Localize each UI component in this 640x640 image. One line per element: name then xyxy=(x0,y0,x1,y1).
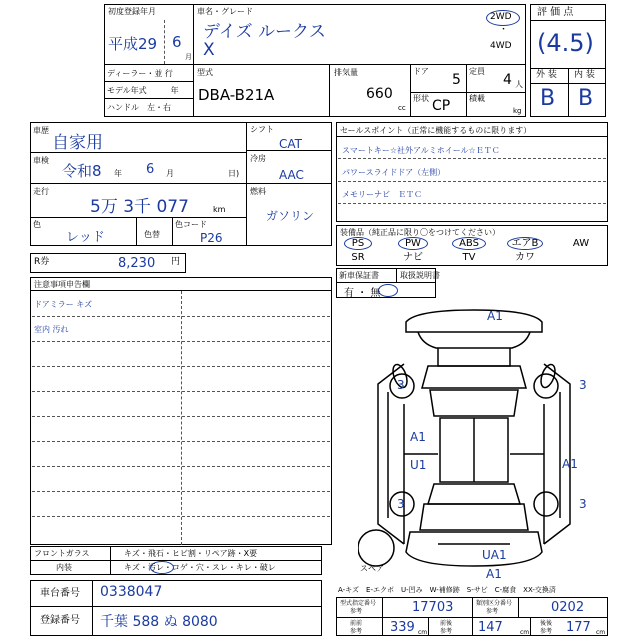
equip-abs: ABS xyxy=(459,238,479,249)
history-value: 自家用 xyxy=(52,133,103,153)
handle-label: ハンドル 左・右 xyxy=(107,103,171,112)
capacity-unit: 人 xyxy=(515,80,523,89)
interior-value: B xyxy=(578,86,594,111)
drive-2wd: 2WD xyxy=(490,12,512,22)
equip-airbag: エアB xyxy=(511,238,539,249)
equip-ps: PS xyxy=(351,238,365,249)
fuel-value: ガソリン xyxy=(266,209,315,223)
dmg-left-door-a: A1 xyxy=(410,430,426,444)
door-value: 5 xyxy=(452,72,461,88)
front-glass-value: キズ・飛石・ヒビ割・リペア跡・X要 xyxy=(124,549,258,558)
model-spec-value: 17703 xyxy=(412,600,454,615)
interior-label: 内 装 xyxy=(574,70,595,80)
drive-dot: ・ xyxy=(499,25,509,35)
model-year-label: モデル年式 年 xyxy=(107,86,179,95)
recycle-box xyxy=(30,253,186,273)
rear-rear-label: 後後 xyxy=(540,620,553,627)
equip-aw: AW xyxy=(572,238,590,249)
score-label: 評 価 点 xyxy=(537,7,574,18)
color-label: 色 xyxy=(33,220,41,229)
history-label: 車歴 xyxy=(33,126,49,135)
dmg-rear-bottom: A1 xyxy=(486,567,502,581)
dmg-right-rear-wheel: 3 xyxy=(579,497,587,511)
shape-value: CP xyxy=(432,98,451,114)
dmg-right-door: A1 xyxy=(562,457,578,471)
capacity-value: 4 xyxy=(503,72,512,88)
warranty-value: 有 ・ 無 xyxy=(344,288,381,299)
plate-label: 登録番号 xyxy=(40,615,80,626)
color-value: レッド xyxy=(66,230,105,245)
rear-rear-ref: 参考 xyxy=(540,628,553,635)
equip-pw: PW xyxy=(405,238,421,249)
color-code-value: P26 xyxy=(200,231,223,245)
plate-value: 千葉 588 ぬ 8080 xyxy=(100,614,218,630)
exterior-value: B xyxy=(540,86,556,111)
dmg-rear-bumper: UA1 xyxy=(482,548,507,562)
dmg-left-rear-wheel: 3 xyxy=(397,497,405,511)
notes-label: 注意事項申告欄 xyxy=(34,280,90,289)
front-front-label: 前前 xyxy=(350,620,363,627)
front-glass-label: フロントガラス xyxy=(34,549,90,558)
warranty-label: 新車保証書 xyxy=(339,271,379,280)
inspection-value: 令和8 xyxy=(62,162,102,180)
month-unit: 月 xyxy=(185,53,192,61)
capacity-label: 定員 xyxy=(469,67,485,76)
front-front-value: 339 xyxy=(390,620,415,635)
front-rear-label: 前後 xyxy=(440,620,453,627)
interior-cond-value: キズ・汚レ・コゲ・穴・スレ・キレ・破レ xyxy=(124,563,276,572)
equip-tv: TV xyxy=(462,252,476,263)
front-rear-ref: 参考 xyxy=(440,628,453,635)
class-label: 類別区分番号 xyxy=(476,600,513,607)
recycle-label: R券 xyxy=(34,257,50,267)
shift-value: CAT xyxy=(279,137,302,151)
car-name: デイズ ルークス xyxy=(203,22,326,42)
drive-4wd: 4WD xyxy=(490,41,512,51)
model-spec-label: 型式指定番号 xyxy=(340,600,377,607)
chassis-value: 0338047 xyxy=(100,584,163,600)
car-grade: X xyxy=(203,40,215,60)
dmg-left-front-wheel: 3 xyxy=(397,378,405,392)
month-unit-2: 月 xyxy=(166,169,174,178)
shape-label: 形状 xyxy=(413,94,429,103)
model-spec-ref: 参考 xyxy=(350,608,363,615)
equip-leather: カワ xyxy=(515,252,535,263)
front-rear-value: 147 xyxy=(478,620,503,635)
rear-rear-cm: cm xyxy=(596,629,606,636)
equip-sr: SR xyxy=(351,252,365,263)
mileage-value: 5万 3千 077 xyxy=(90,197,189,217)
equip-navi: ナビ xyxy=(403,252,423,263)
front-rear-cm: cm xyxy=(520,629,530,636)
car-diagram xyxy=(358,304,590,589)
kg-unit: kg xyxy=(513,107,522,115)
damage-legend: A-キズ E-エクボ U-凹み W-補修跡 S-サビ C-腐食 XX-交換済 xyxy=(338,586,556,594)
shift-label: シフト xyxy=(250,125,274,134)
sales-label: セールスポイント（正常に機能するものに限ります） xyxy=(340,126,532,135)
front-front-cm: cm xyxy=(418,629,428,636)
inspection-label: 車検 xyxy=(33,156,49,165)
cc-unit: cc xyxy=(398,104,406,112)
dmg-right-front-wheel: 3 xyxy=(579,378,587,392)
type-label: 型式 xyxy=(197,68,213,77)
class-value: 0202 xyxy=(551,600,585,615)
equipment-label: 装備品（純正品に限り〇をつけてください） xyxy=(340,228,500,237)
ac-value: AAC xyxy=(279,168,304,182)
sales-line-2: パワースライドドア（左側） xyxy=(342,168,446,177)
manual-label: 取扱説明書 xyxy=(400,271,440,280)
recycle-unit: 円 xyxy=(171,257,181,267)
displacement-label: 排気量 xyxy=(334,68,358,77)
door-label: ドア xyxy=(413,67,429,76)
note-line-2: 室内 汚れ xyxy=(34,325,69,334)
score-value: (4.5) xyxy=(537,29,594,57)
fuel-label: 燃料 xyxy=(250,187,266,196)
chassis-label: 車台番号 xyxy=(40,588,80,599)
dmg-left-door-u: U1 xyxy=(410,458,427,472)
rear-rear-value: 177 xyxy=(566,620,591,635)
name-grade-label: 車名・グレード xyxy=(197,7,253,16)
year-unit: 年 xyxy=(114,169,122,178)
ac-label: 冷房 xyxy=(250,154,266,163)
dmg-front-top: A1 xyxy=(487,309,503,323)
spare-label: スペア xyxy=(360,564,384,573)
interior-cond-label: 内装 xyxy=(56,563,72,572)
exterior-label: 外 装 xyxy=(536,70,557,80)
mileage-label: 走行 xyxy=(33,187,49,196)
day-unit: 日) xyxy=(228,169,240,178)
km-unit: km xyxy=(213,205,226,214)
inspection-month: 6 xyxy=(146,162,155,177)
first-reg-era: 平成29 xyxy=(108,35,158,53)
color-code-label: 色コード xyxy=(175,220,207,229)
dealer-label: ディーラー・並 行 xyxy=(107,69,173,78)
color-change-label: 色替 xyxy=(144,230,160,239)
load-label: 積載 xyxy=(469,94,485,103)
note-line-1: ドアミラー キズ xyxy=(34,300,93,309)
recycle-value: 8,230 xyxy=(118,256,156,271)
sales-line-1: スマートキー☆社外アルミホイール☆ＥＴＣ xyxy=(342,146,500,155)
sales-line-3: メモリーナビ ＥＴＣ xyxy=(342,190,422,199)
front-front-ref: 参考 xyxy=(350,628,363,635)
first-reg-label: 初度登録年月 xyxy=(108,7,156,16)
displacement-value: 660 xyxy=(366,86,393,102)
class-ref: 参考 xyxy=(486,608,499,615)
first-reg-month: 6 xyxy=(172,33,182,51)
type-value: DBA-B21A xyxy=(198,86,275,104)
